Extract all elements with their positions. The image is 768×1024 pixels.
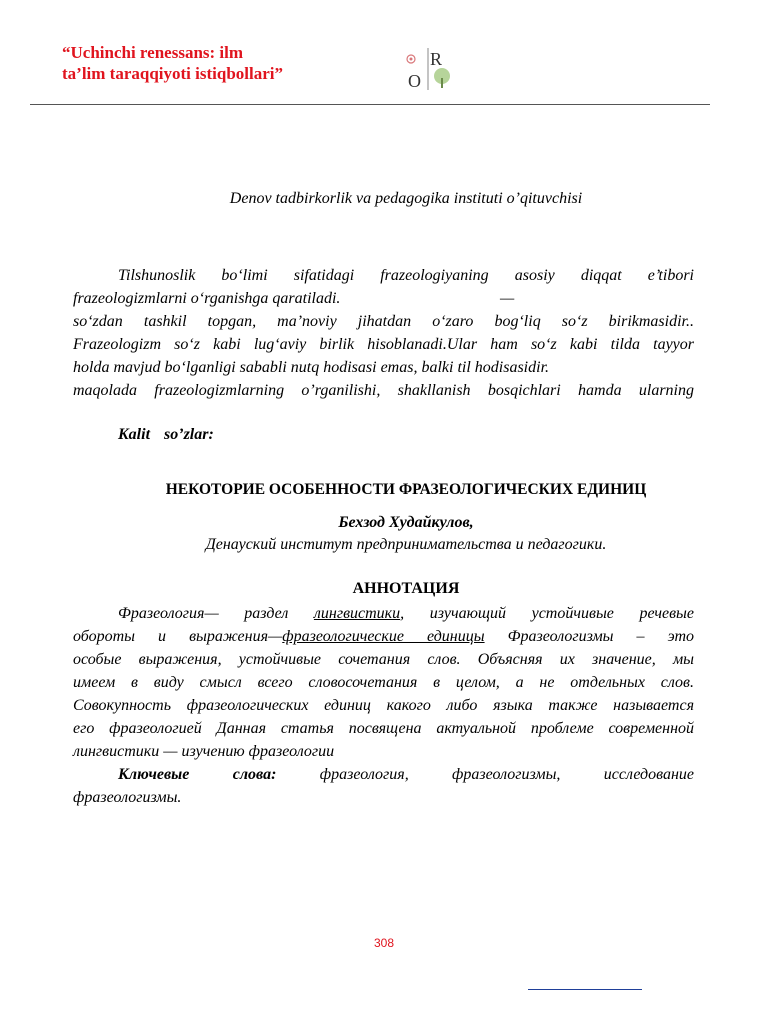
header-divider [30, 104, 710, 105]
uz-text-line: Frazeologizm so‘z kabi lug‘aviy birlik hisoblanadi.Ular ham so‘z kabi tilda tayyor [73, 336, 694, 353]
conference-title-line1: “Uchinchi renessans: ilm [62, 43, 244, 62]
annotation-line: его фразеологией Данная статья посвящена актуальной проблеме современной [73, 720, 694, 737]
link-frazeologicheskie-edinicy[interactable]: фразеологические единицы [282, 628, 485, 645]
conference-title [62, 42, 362, 84]
uz-keywords-label: Kalit so’zlar: [118, 426, 214, 443]
ru-keywords-label: Ключевые слова: [118, 766, 277, 783]
author-name: Бехзод Худайкулов, [338, 514, 474, 531]
conference-title-line2: ta’lim taraqqiyoti istiqbollari” [62, 64, 283, 83]
logo-graphic [398, 46, 458, 92]
ru-keywords-line [73, 765, 694, 785]
logo-letter-r: R [430, 49, 443, 69]
logo-letter-o-bottom: O [408, 71, 421, 91]
footer-divider [528, 989, 642, 990]
author-affiliation: Denov tadbirkorlik va pedagogika instituti o’qituvchisi [229, 190, 583, 207]
author-institute: Денауский институт предпринимательства и педагогики. [205, 536, 607, 553]
annotation-line: Совокупность фразеологических единиц какого либо языка также называется [73, 697, 694, 714]
ru-keywords-list: фразеология, фразеологизмы, исследование [276, 766, 695, 783]
uz-text-line: so‘zdan tashkil topgan, ma’noviy jihatdan o‘zaro bog‘liq so‘z birikmasidir.. [73, 313, 694, 330]
annotation-line: особые выражения, устойчивые сочетания слов. Объясняя их значение, мы [73, 651, 694, 668]
annotation-line: Фразеология— раздел лингвистики, изучающий устойчивые речевые [118, 605, 694, 622]
annotation-line: имеем в виду смысл всего словосочетания в целом, а не отдельных слов. [73, 674, 694, 691]
uz-text-line: frazeologizmlarni o‘rganishga qaratiladi. — [73, 290, 515, 307]
annotation-line: обороты и выражения—фразеологические единицы Фразеологизмы – это [73, 628, 694, 645]
ru-keywords-line: фразеологизмы. [73, 789, 182, 806]
journal-logo [398, 46, 458, 92]
link-lingvistiki[interactable]: лингвистики [313, 605, 401, 622]
uz-text-line: holda mavjud bo‘lganligi sababli nutq hodisasi emas, balki til hodisasidir. [73, 359, 550, 376]
article-title-ru: НЕКОТОРИЕ ОСОБЕННОСТИ ФРАЗЕОЛОГИЧЕСКИХ ЕДИНИЦ [165, 481, 647, 498]
annotation-line: лингвистики — изучению фразеологии [73, 743, 335, 760]
uz-text-line: maqolada frazeologizmlarning o’rganilishi, shakllanish bosqichlari hamda ularning [73, 382, 694, 399]
annotation-heading: АННОТАЦИЯ [352, 580, 460, 597]
uz-text-line: Tilshunoslik bo‘limi sifatidagi frazeologiyaning asosiy diqqat e’tibori [118, 267, 694, 284]
page-number: 308 [373, 936, 395, 950]
